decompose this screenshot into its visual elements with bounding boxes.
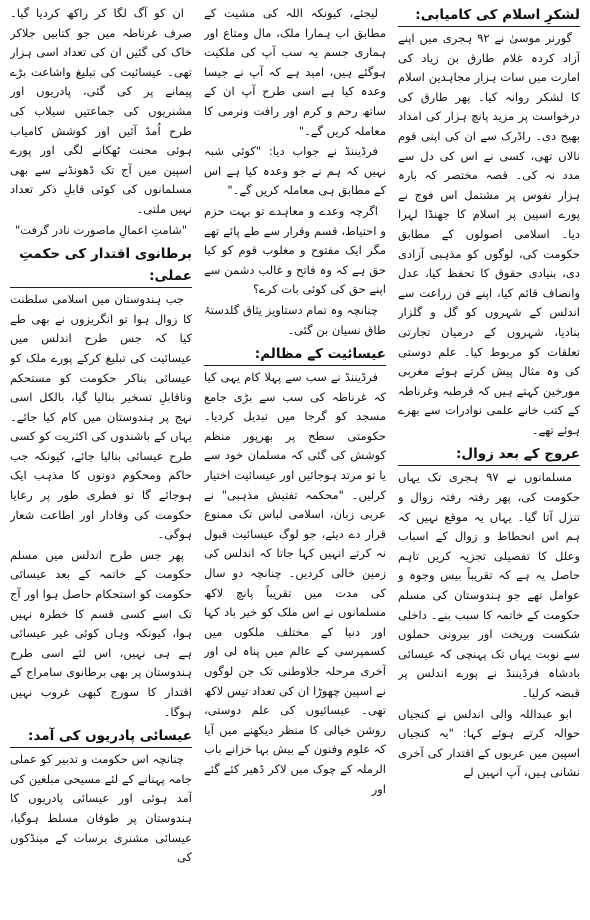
paragraph: لیجئے، کیونکہ اللہ کی مشیت کے مطابق اب ہمارا ملک، مال ومتاع اور ہماری جسم یہ سب آپ کی ملکیت ہوگئے ہیں، امید ہے کہ آپ نے جیسا وعدہ کیا ہے اسی طرح آپ ان کے ساتھ رحم و کرم اور رافت ونرمی کا معاملہ کریں گے۔": [204, 6, 386, 138]
paragraph: ابو عبداللہ والی اندلس نے کنجیاں حوالہ کرتے ہوئے کہا: "یہ کنجیاں اسپین میں عربوں کے اقتدار کی آخری نشانی ہیں، آپ انہیں لے: [398, 706, 580, 780]
paragraph: مسلمانوں نے ۹۷ ہجری تک یہاں حکومت کی، پھر رفتہ رفتہ زوال و تنزل آتا گیا۔ یہاں یہ موقع نہیں کہ ہم اس انحطاط و زوال کے اسباب وعلل کا تفصیلی تجزیہ کریں تاہم حاصل یہ ہے کہ تقریباً بیس وجوہ و عوامل تھے جو ہندوستان کی مسلم حکومت کے خاتمہ کا سبب بنے۔ داخلی شکست وریخت اور بیرونی حملوں سے نوبت یہاں تک پہنچی کہ عیسائی بادشاہ فرڈیننڈ نے پورے اندلس پر قبضہ کرلیا۔: [398, 470, 580, 700]
section-heading: عیسائیت کے مظالم:: [204, 343, 386, 366]
section-heading: عروج کے بعد زوال:: [398, 443, 580, 466]
column-left: [10, 4, 192, 920]
paragraph: ان کو آگ لگا کر راکھ کردیا گیا۔ صرف غرناطہ میں جو کتابیں جلاکر خاک کی گئیں ان کی تعداد اسی ہزار تھی۔ عیسائیت کی تبلیغ واشاعت بڑے پیمانے پر کی گئی، پادریوں اور مشنریوں کی جماعتیں سیلاب کی طرح اُمڈ آئیں اور کوشش کامیاب ہوئی محنت ٹھکانے لگی اور پورے اسپین میں آج تک ڈھونڈنے سے بھی مسلمانوں کی کوئی قابلِ ذکر تعداد نہیں ملتی۔: [10, 6, 192, 216]
columns: [10, 4, 580, 920]
section-heading: برطانوی اقتدار کی حکمتِ عملی:: [10, 243, 192, 288]
paragraph: پھر جس طرح اندلس میں مسلم حکومت کے خاتمہ کے بعد عیسائی حکومت کو استحکام حاصل ہوا اور آج تک اسے کسی قسم کا خطرہ نہیں ہوا، کیونکہ وہاں کوئی غیر عیسائی ہے ہی نہیں، اس لئے اسی طرح ہندوستان پر بھی برطانوی سامراج کے اقتدار کا سورج کبھی غروب نہیں ہوگا۔: [10, 547, 192, 719]
paragraph: فرڈیننڈ نے جواب دیا: "کوئی شبہ نہیں کہ ہم نے جو وعدہ کیا ہے اس کے مطابق ہی معاملہ کریں گے۔": [204, 144, 386, 198]
paragraph: چنانچہ اس حکومت و تدبیر کو عملی جامہ پہنانے کے لئے مسیحی مبلغین کی آمد ہوئی اور عیسائی پادریوں کا ہندوستان پر طوفان مسلط ہوگیا، عیسائی مشنری برسات کے مینڈکوں کی: [10, 752, 192, 865]
column-right: [398, 4, 580, 920]
paragraph: چنانچہ وہ تمام دستاویز یثاق گلدستۂ طاق نسیان بن گئی۔: [204, 302, 386, 337]
paragraph: جب ہندوستان میں اسلامی سلطنت کا زوال ہوا تو انگریزوں نے بھی طے کیا کہ جس طرح اندلس میں عیسائیت کی تبلیغ کرکے پورے ملک کو عیسائی بناکر حکومت کو مستحکم وناقابلِ تسخیر بنالیا گیا، بالکل اسی نہج پر ہندوستان میں کام کیا جائے۔ یہاں کے باشندوں کی اکثریت کو کسی طرح عیسائی بنالیا جائے، کیونکہ جب حاکم ومحکوم دونوں کا مذہب ایک ہوجائے گا تو فطری طور پر رعایا حکومت کی وفادار اور اطاعت شعار ہوگی۔: [10, 292, 192, 542]
paragraph: گورنر موسیٰ نے ۹۲ ہجری میں اپنے آزاد کردہ غلام طارق بن زیاد کی امارت میں سات ہزار مجاہدین اسلام کا لشکر روانہ کیا۔ پھر طارق کی درخواست پر مزید پانچ ہزار کی امداد بھیج دی۔ راڈرک سے ان کی اپنی قوم نالاں تھی، کسی نے اس کی دل سے مدد نہ کی۔ قصہ مختصر کہ بارہ ہزار نفوس پر مشتمل اس فوج نے پورے اسپین پر اسلام کا جھنڈا لہرا دیا۔ اسلامی اصولوں کے مطابق حکومت کی، لوگوں کو مذہبی آزادی دی، بنیادی حقوق کا تحفظ کیا، عدل وانصاف قائم کیا، اپنے فن زراعت سے اندلس کے شہروں کو گل و گلزار بنادیا، شہروں کے درمیان تجارتی تعلقات کو مربوط کیا۔ علم دوستی کی وہ مثال پیش کرتے ہوئے مغربی مورخین کہتے ہیں کہ قرطبہ وغرناطہ کے کتب خانے علمی نوادرات سے بھرے ہوئے تھے۔: [398, 31, 580, 437]
section-heading: عیسائی پادریوں کی آمد:: [10, 725, 192, 748]
section-heading: لشکرِ اسلام کی کامیابی:: [398, 4, 580, 27]
quotation: "شامتِ اعمالِ ماصورت نادر گرفت": [14, 222, 188, 237]
column-middle: [204, 4, 386, 920]
paragraph: اگرچہ وعدے و معاہدے تو بہت حزم و احتیاط، قسم وقرار سے طے پائے تھے مگر ایک مفتوح و مغلوب قوم کو کیا حق ہے کہ وہ فاتح و غالب دشمن سے اپنے حق کی کوئی بات کرے؟: [204, 203, 386, 297]
paragraph: فرڈیننڈ نے سب سے پہلا کام یہی کیا کہ غرناطہ کی سب سے بڑی جامع مسجد کو گرجا میں تبدیل کردیا۔ حکومتی سطح پر بھرپور منظم کوشش کی گئی کہ مسلمان خود سے یا تو مرتد ہوجائیں اور عیسائیت اختیار کرلیں۔ "محکمہ تفتیش مذہبی" نے عربی زبان، اسلامی لباس تک ممنوع قرار دے دیئے، جو لوگ عیسائیت قبول نہ کرتے انہیں کہا جاتا کہ اندلس کی زمین خالی کردیں۔ چنانچہ دو سال کی مدت میں تقریباً پانچ لاکھ مسلمانوں نے اس ملک کو خیر باد کہا اور دنیا کے مختلف ملکوں میں کسمپرسی کے عالم میں پناہ لی اور آخری مرحلہ جلاوطنی تک جن لوگوں نے اسپین چھوڑا ان کی تعداد تیس لاکھ تھی۔ عیسائیوں کی علم دوستی، روشن خیالی کا منظر دیکھنے میں آیا کہ علوم وفنون کے بیش بہا خزانے باب الرملہ کے چوک میں لاکر ڈھیر کئے گئے اور: [204, 370, 386, 796]
